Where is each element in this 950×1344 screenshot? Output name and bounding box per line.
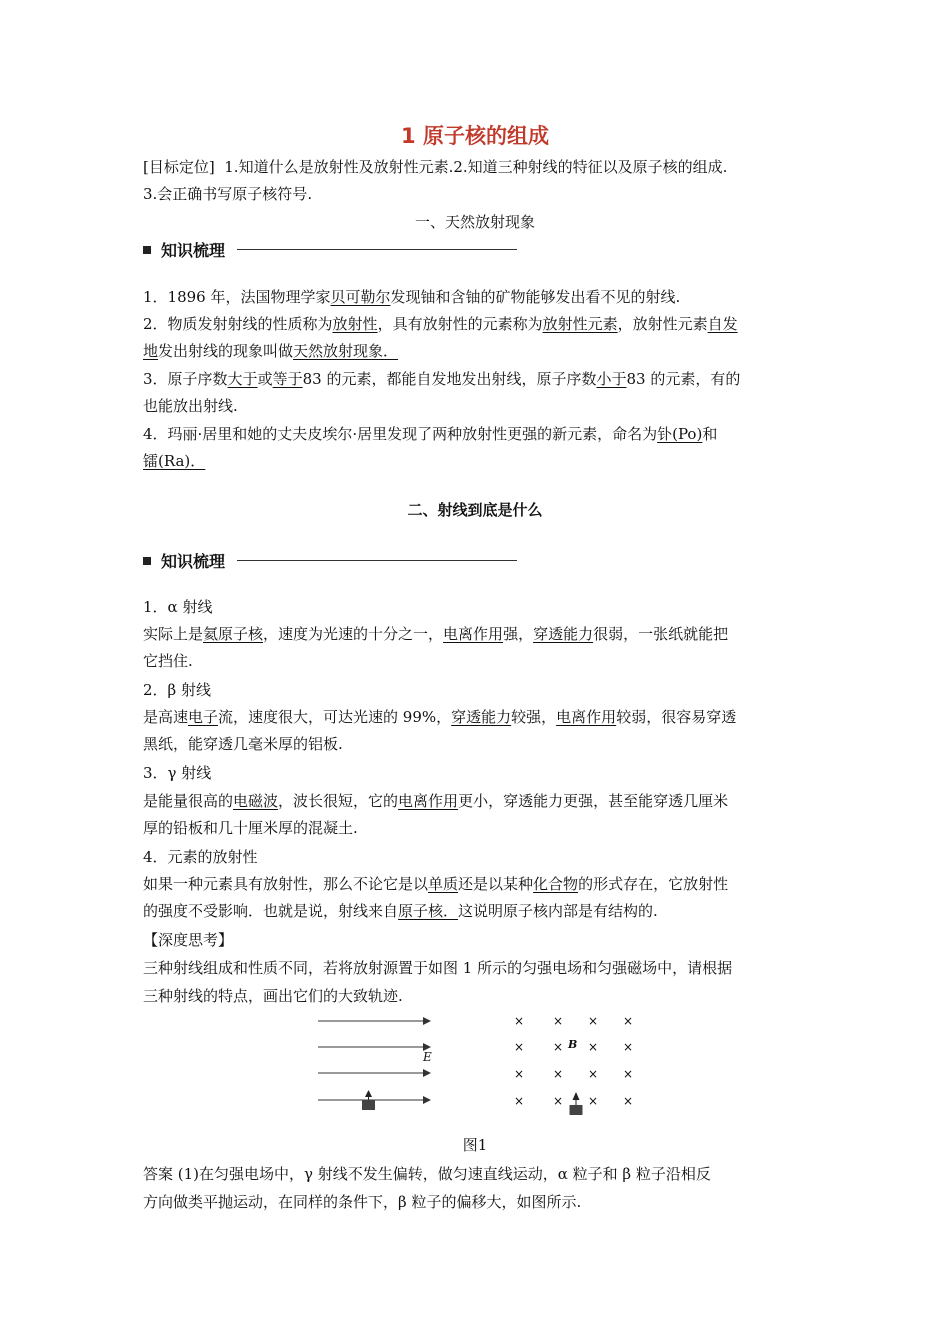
knowledge-header-2: 知识梳理 bbox=[143, 549, 517, 572]
square-bullet-icon bbox=[143, 557, 151, 565]
cross-icon: × bbox=[588, 1094, 599, 1108]
magnetic-field-figure bbox=[500, 1010, 650, 1120]
deep-think-line-1: 三种射线组成和性质不同，若将放射源置于如图 1 所示的匀强电场和匀强磁场中，请根据 bbox=[143, 959, 733, 977]
cross-icon: × bbox=[514, 1040, 525, 1054]
element-text: 如果一种元素具有放射性，那么不论它是以单质还是以某种化合物的形式存在，它放射性 bbox=[143, 875, 729, 893]
beta-title: 2．β 射线 bbox=[143, 681, 211, 699]
deep-think-line-2: 三种射线的特点，画出它们的大致轨迹. bbox=[143, 987, 403, 1005]
goals-line-2: 3.会正确书写原子核符号. bbox=[143, 185, 313, 203]
alpha-title: 1．α 射线 bbox=[143, 598, 213, 616]
beta-text: 是高速电子流，速度很大，可达光速的 99%，穿透能力较强，电离作用较弱，很容易穿透 bbox=[143, 708, 737, 726]
alpha-text-b: 它挡住. bbox=[143, 652, 193, 670]
answer-line-2: 方向做类平抛运动，在同样的条件下，β 粒子的偏移大，如图所示. bbox=[143, 1193, 582, 1211]
element-title: 4．元素的放射性 bbox=[143, 848, 258, 866]
gamma-text: 是能量很高的电磁波，波长很短，它的电离作用更小，穿透能力更强，甚至能穿透几厘米 bbox=[143, 792, 729, 810]
cross-icon: × bbox=[623, 1040, 634, 1054]
gamma-text-b: 厚的铅板和几十厘米厚的混凝土. bbox=[143, 819, 358, 837]
cross-icon: × bbox=[553, 1067, 564, 1081]
cross-icon: × bbox=[514, 1014, 525, 1028]
up-arrow-icon bbox=[573, 1092, 580, 1100]
s1-paragraph-3b: 也能放出射线. bbox=[143, 397, 238, 415]
section2-heading: 二、射线到底是什么 bbox=[407, 501, 543, 519]
e-label: E bbox=[423, 1050, 432, 1064]
s1-paragraph-2: 2．物质发射射线的性质称为放射性，具有放射性的元素称为放射性元素，放射性元素自发 bbox=[143, 315, 738, 333]
cross-icon: × bbox=[553, 1040, 564, 1054]
s1-paragraph-2b: 地发出射线的现象叫做天然放射现象． bbox=[143, 342, 399, 360]
s1-paragraph-4: 4．玛丽·居里和她的丈夫皮埃尔·居里发现了两种放射性更强的新元素，命名为钋(Po)和 bbox=[143, 425, 718, 443]
radiation-source bbox=[566, 1090, 586, 1122]
cross-icon: × bbox=[623, 1094, 634, 1108]
page-title: 1 原子核的组成 bbox=[401, 124, 549, 148]
b-label: B bbox=[568, 1038, 578, 1051]
cross-icon: × bbox=[514, 1094, 525, 1108]
alpha-text: 实际上是氦原子核，速度为光速的十分之一，电离作用强，穿透能力很弱，一张纸就能把 bbox=[143, 625, 729, 643]
cross-icon: × bbox=[588, 1040, 599, 1054]
s1-paragraph-3: 3．原子序数大于或等于83 的元素，都能自发地发出射线，原子序数小于83 的元素，有的 bbox=[143, 370, 741, 388]
cross-icon: × bbox=[623, 1067, 634, 1081]
cross-icon: × bbox=[588, 1014, 599, 1028]
divider bbox=[237, 560, 517, 561]
divider bbox=[237, 249, 517, 250]
cross-icon: × bbox=[588, 1067, 599, 1081]
cross-icon: × bbox=[553, 1014, 564, 1028]
gamma-title: 3．γ 射线 bbox=[143, 764, 212, 782]
answer-line-1: 答案 (1)在匀强电场中，γ 射线不发生偏转，做匀速直线运动，α 粒子和 β 粒子沿相反 bbox=[143, 1165, 711, 1183]
knowledge-header-1: 知识梳理 bbox=[143, 238, 517, 261]
cross-icon: × bbox=[514, 1067, 525, 1081]
electric-field-figure bbox=[310, 1010, 440, 1120]
goals-label: [目标定位] bbox=[143, 158, 215, 176]
cross-icon: × bbox=[623, 1014, 634, 1028]
deep-think-label: 【深度思考】 bbox=[143, 931, 234, 949]
s1-paragraph-4b: 镭(Ra)． bbox=[143, 452, 206, 470]
up-arrow-icon bbox=[365, 1090, 372, 1097]
square-bullet-icon bbox=[143, 246, 151, 254]
element-text-b: 的强度不受影响．也就是说，射线来自原子核．这说明原子核内部是有结构的. bbox=[143, 902, 658, 920]
figure-caption: 图1 bbox=[462, 1136, 488, 1154]
goals-line-1: [目标定位] 1.知道什么是放射性及放射性元素.2.知道三种射线的特征以及原子核的组成. bbox=[143, 158, 728, 176]
cross-icon: × bbox=[553, 1094, 564, 1108]
radiation-source bbox=[362, 1100, 375, 1110]
s1-paragraph-1: 1．1896 年，法国物理学家贝可勒尔发现铀和含铀的矿物能够发出看不见的射线. bbox=[143, 288, 681, 306]
beta-text-b: 黑纸，能穿透几毫米厚的铝板. bbox=[143, 735, 343, 753]
section1-heading: 一、天然放射现象 bbox=[414, 213, 535, 231]
